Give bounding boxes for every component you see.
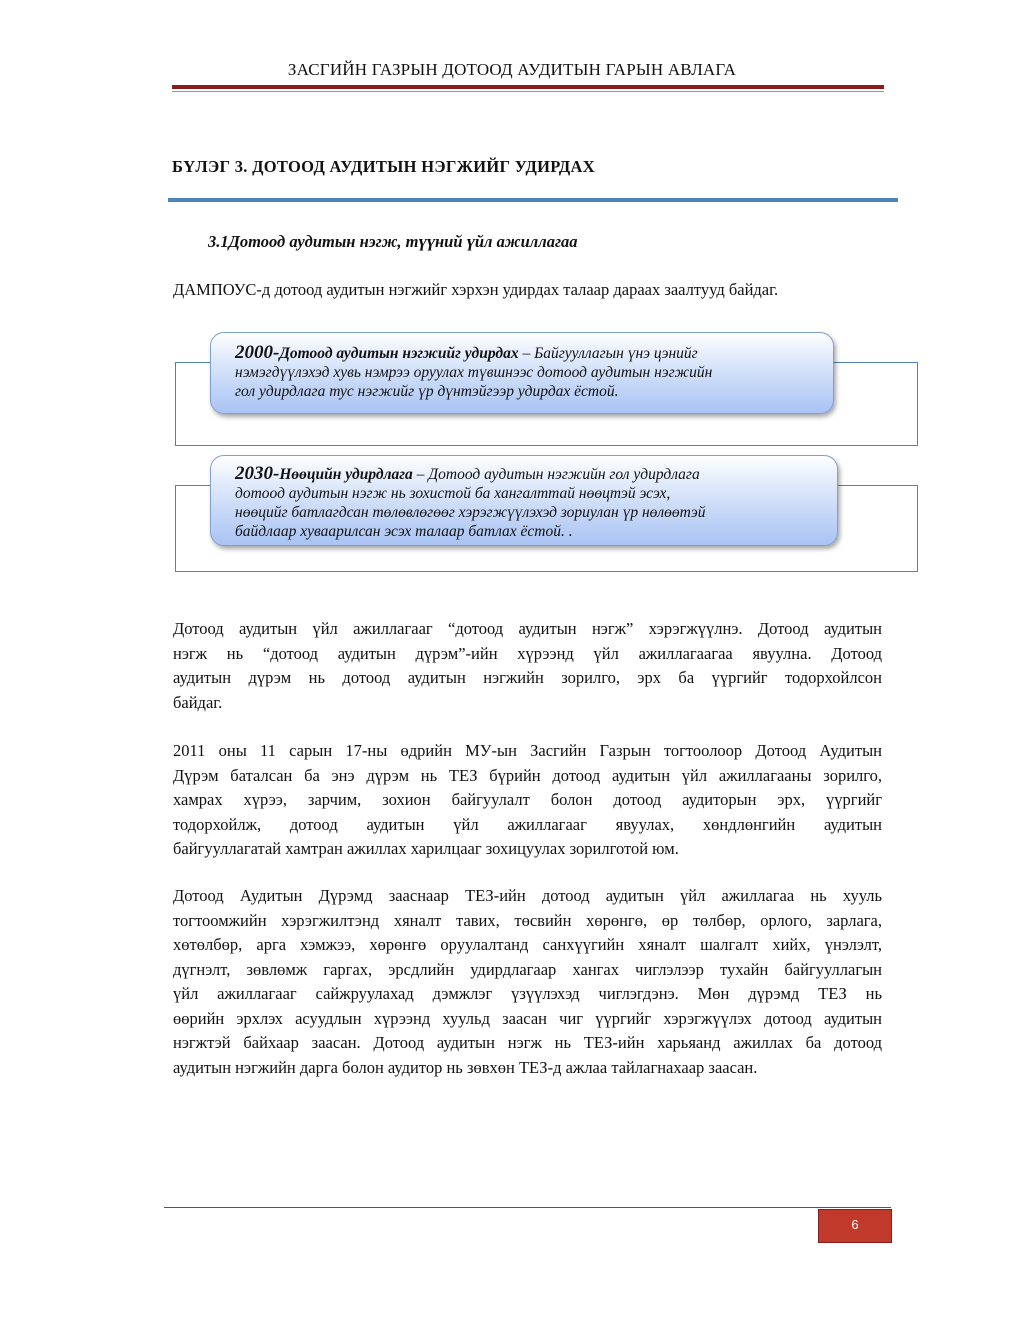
paragraph-line: тодорхойлж, дотоод аудитын үйл ажиллагааг явуулах, хөндлөнгийн аудитын: [173, 814, 882, 834]
paragraph-line: нэгж нь “дотоод аудитын дүрэм”-ийн хүрээнд үйл ажиллагаагаа явуулна. Дотоод: [173, 643, 882, 663]
header-rule-thin: [172, 91, 884, 92]
paragraph-line: 2011 оны 11 сарын 17-ны өдрийн МУ-ын Засгийн Газрын тогтоолоор Дотоод Аудитын: [173, 741, 882, 760]
section-title: 3.1Дотоод аудитын нэгж, түүний үйл ажиллагаа: [208, 232, 578, 251]
paragraph-line: Дотоод Аудитын Дүрэмд зааснаар ТЕЗ-ийн дотоод аудитын үйл ажиллагаа нь хууль: [173, 886, 882, 905]
body-paragraph-1: [173, 617, 882, 715]
footer-rule: [164, 1207, 891, 1208]
standard-term: Нөөцийн удирдлага: [279, 466, 413, 483]
running-header: ЗАСГИЙН ГАЗРЫН ДОТООД АУДИТЫН ГАРЫН АВЛАГА: [287, 60, 737, 79]
standard-code: 2000-: [235, 342, 280, 363]
body-paragraph-2: [173, 739, 882, 862]
standard-term: Дотоод аудитын нэгжийг удирдах: [279, 345, 519, 362]
intro-text: ДАМПОУС-д дотоод аудитын нэгжийг хэрхэн удирдах талаар дараах заалтууд байдаг.: [173, 280, 779, 299]
page-number-box: [818, 1209, 892, 1243]
callout-box-2: [210, 455, 838, 546]
paragraph-line: дүгнэлт, зөвлөмж гаргах, эрсдлийн удирдлагаар хангах чиглэлээр тухайн байгууллагын: [173, 959, 882, 979]
callout-line: гол удирдлага тус нэгжийг үр дүнтэйгээр удирдах ёстой.: [235, 383, 619, 400]
header-rule: [172, 85, 884, 89]
callout-line: байдлаар хуваарилсан эсэх талаар батлах ёстой. .: [235, 523, 573, 540]
callout-line: дотоод аудитын нэгж нь зохистой ба хангалттай нөөцтэй эсэх,: [235, 485, 671, 502]
paragraph-line: аудитын дүрэм нь дотоод аудитын нэгжийн зорилго, эрх ба үүргийг тодорхойлсон: [173, 668, 882, 687]
paragraph-line: тогтоомжийн хэрэгжилтэнд хяналт тавих, төсвийн хөрөнгө, өр төлбөр, орлого, зарлага,: [173, 910, 882, 930]
chapter-title: БҮЛЭГ 3. ДОТООД АУДИТЫН НЭГЖИЙГ УДИРДАХ: [172, 157, 595, 176]
body-paragraph-3: [173, 884, 882, 1080]
paragraph-line: байгууллагатай хамтран ажиллах харилцааг зохицуулах зорилготой юм.: [173, 839, 679, 858]
paragraph-line: хамрах хүрээ, зарчим, зохион байгуулалт болон дотоод аудиторын эрх, үүргийг: [173, 790, 882, 809]
page-number: 6: [851, 1217, 859, 1232]
callout-line: нэмэгдүүлэхэд хувь нэмрээ оруулах түвшнээс дотоод аудитын нэгжийн: [235, 364, 713, 381]
paragraph-line: хөтөлбөр, арга хэмжээ, хөрөнгө оруулалтанд санхүүгийн хяналт шалгалт хийх, үнэлэлт,: [173, 935, 882, 954]
paragraph-line: Дотоод аудитын үйл ажиллагааг “дотоод аудитын нэгж” хэрэгжүүлнэ. Дотоод аудитын: [173, 619, 882, 638]
callout-line: [235, 343, 819, 363]
paragraph-line: аудитын нэгжийн дарга болон аудитор нь зөвхөн ТЕЗ-д ажлаа тайлагнахаар заасан.: [173, 1057, 758, 1077]
callout-text: – Байгууллагын үнэ цэнийг: [518, 345, 698, 362]
callout-box-1: [210, 332, 834, 414]
paragraph-line: нэгжтэй байхаар заасан. Дотоод аудитын нэгж нь ТЕЗ-ийн харьяанд ажиллах ба дотоод: [173, 1033, 882, 1052]
paragraph-line: Дүрэм баталсан ба энэ дүрэм нь ТЕЗ бүрийн дотоод аудитын үйл ажиллагааны зорилго,: [173, 765, 882, 785]
chapter-rule: [168, 198, 898, 202]
callout-line: нөөцийг батлагдсан төлөвлөгөөг хэрэгжүүлэхэд зориулан үр нөлөөтэй: [235, 504, 706, 521]
paragraph-line: байдаг.: [173, 692, 223, 712]
standard-code: 2030-: [235, 463, 280, 484]
paragraph-line: үйл ажиллагааг сайжруулахад дэмжлэг үзүүлэхэд чиглэгдэнэ. Мөн дүрэмд ТЕЗ нь: [173, 984, 882, 1003]
paragraph-line: өөрийн эрхлэх асуудлын хүрээнд хуульд заасан чиг үүргийг хэрэгжүүлэх дотоод аудитын: [173, 1008, 882, 1028]
callout-line: [235, 464, 823, 484]
callout-text: – Дотоод аудитын нэгжийн гол удирдлага: [412, 466, 700, 483]
